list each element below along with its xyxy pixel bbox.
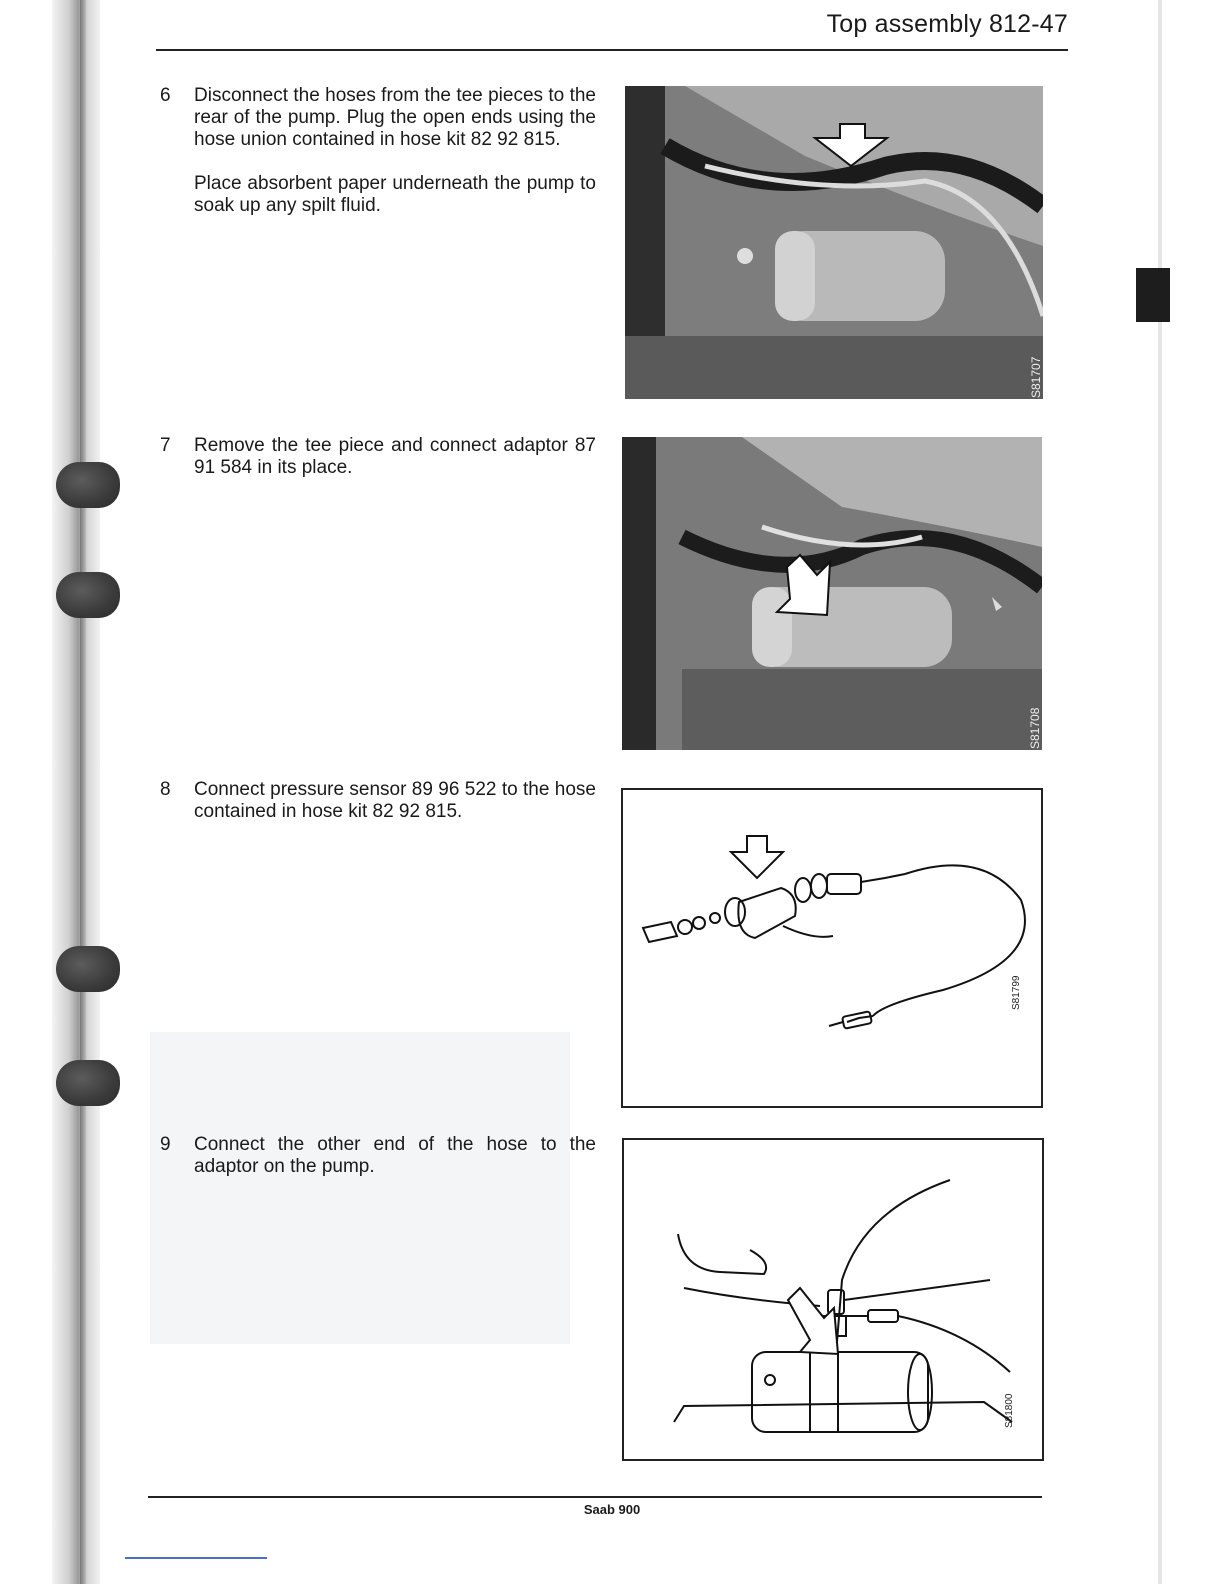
step-number: 6: [160, 85, 171, 106]
figure-id: S81708: [1028, 707, 1042, 749]
figure-id: S81707: [1029, 356, 1043, 398]
step-text: Place absorbent paper underneath the pump to soak up any spilt fluid.: [194, 173, 596, 216]
figure-drawing-hose-to-pump: [622, 1138, 1044, 1461]
binder-hole: [56, 1060, 120, 1106]
step-body: [194, 435, 596, 479]
step-number: 8: [160, 779, 171, 800]
footer-rule: [148, 1496, 1042, 1498]
page-edge: [1158, 0, 1162, 1584]
step-7: [160, 435, 596, 501]
page-header-title: Top assembly 812-47: [826, 10, 1068, 38]
step-body: [194, 1134, 596, 1178]
bottom-underline-mark: [125, 1557, 267, 1559]
figure-drawing-pressure-sensor: [621, 788, 1043, 1108]
figure-id: S81799: [1011, 975, 1022, 1010]
step-body: [194, 85, 596, 217]
step-8: [160, 779, 596, 845]
step-number: 9: [160, 1134, 171, 1155]
drawing-illustration: [624, 1140, 1042, 1459]
step-number: 7: [160, 435, 171, 456]
step-text: Connect the other end of the hose to the adaptor on the pump.: [194, 1134, 596, 1177]
header-rule: [156, 49, 1068, 51]
figure-id: S81800: [1004, 1393, 1015, 1428]
step-text: Remove the tee piece and connect adaptor 87 91 584 in its place.: [194, 435, 596, 478]
binder-strip: [52, 0, 100, 1584]
figure-photo-adaptor: [622, 437, 1042, 750]
thumb-index-tab: [1136, 268, 1170, 322]
binder-hole: [56, 572, 120, 618]
step-text: Disconnect the hoses from the tee pieces to the rear of the pump. Plug the open ends using the hose union contained in hose kit 82 92 815.: [194, 85, 596, 150]
drawing-illustration: [623, 790, 1041, 1106]
step-9: [160, 1134, 596, 1200]
binder-hole: [56, 946, 120, 992]
step-text: Connect pressure sensor 89 96 522 to the hose contained in hose kit 82 92 815.: [194, 779, 596, 822]
binder-hole: [56, 462, 120, 508]
figure-photo-pump-hoses: [625, 86, 1043, 399]
photo-illustration: [622, 437, 1042, 750]
step-body: [194, 779, 596, 823]
step-6: [160, 85, 596, 239]
page-footer: Saab 900: [583, 1502, 641, 1517]
photo-illustration: [625, 86, 1043, 399]
